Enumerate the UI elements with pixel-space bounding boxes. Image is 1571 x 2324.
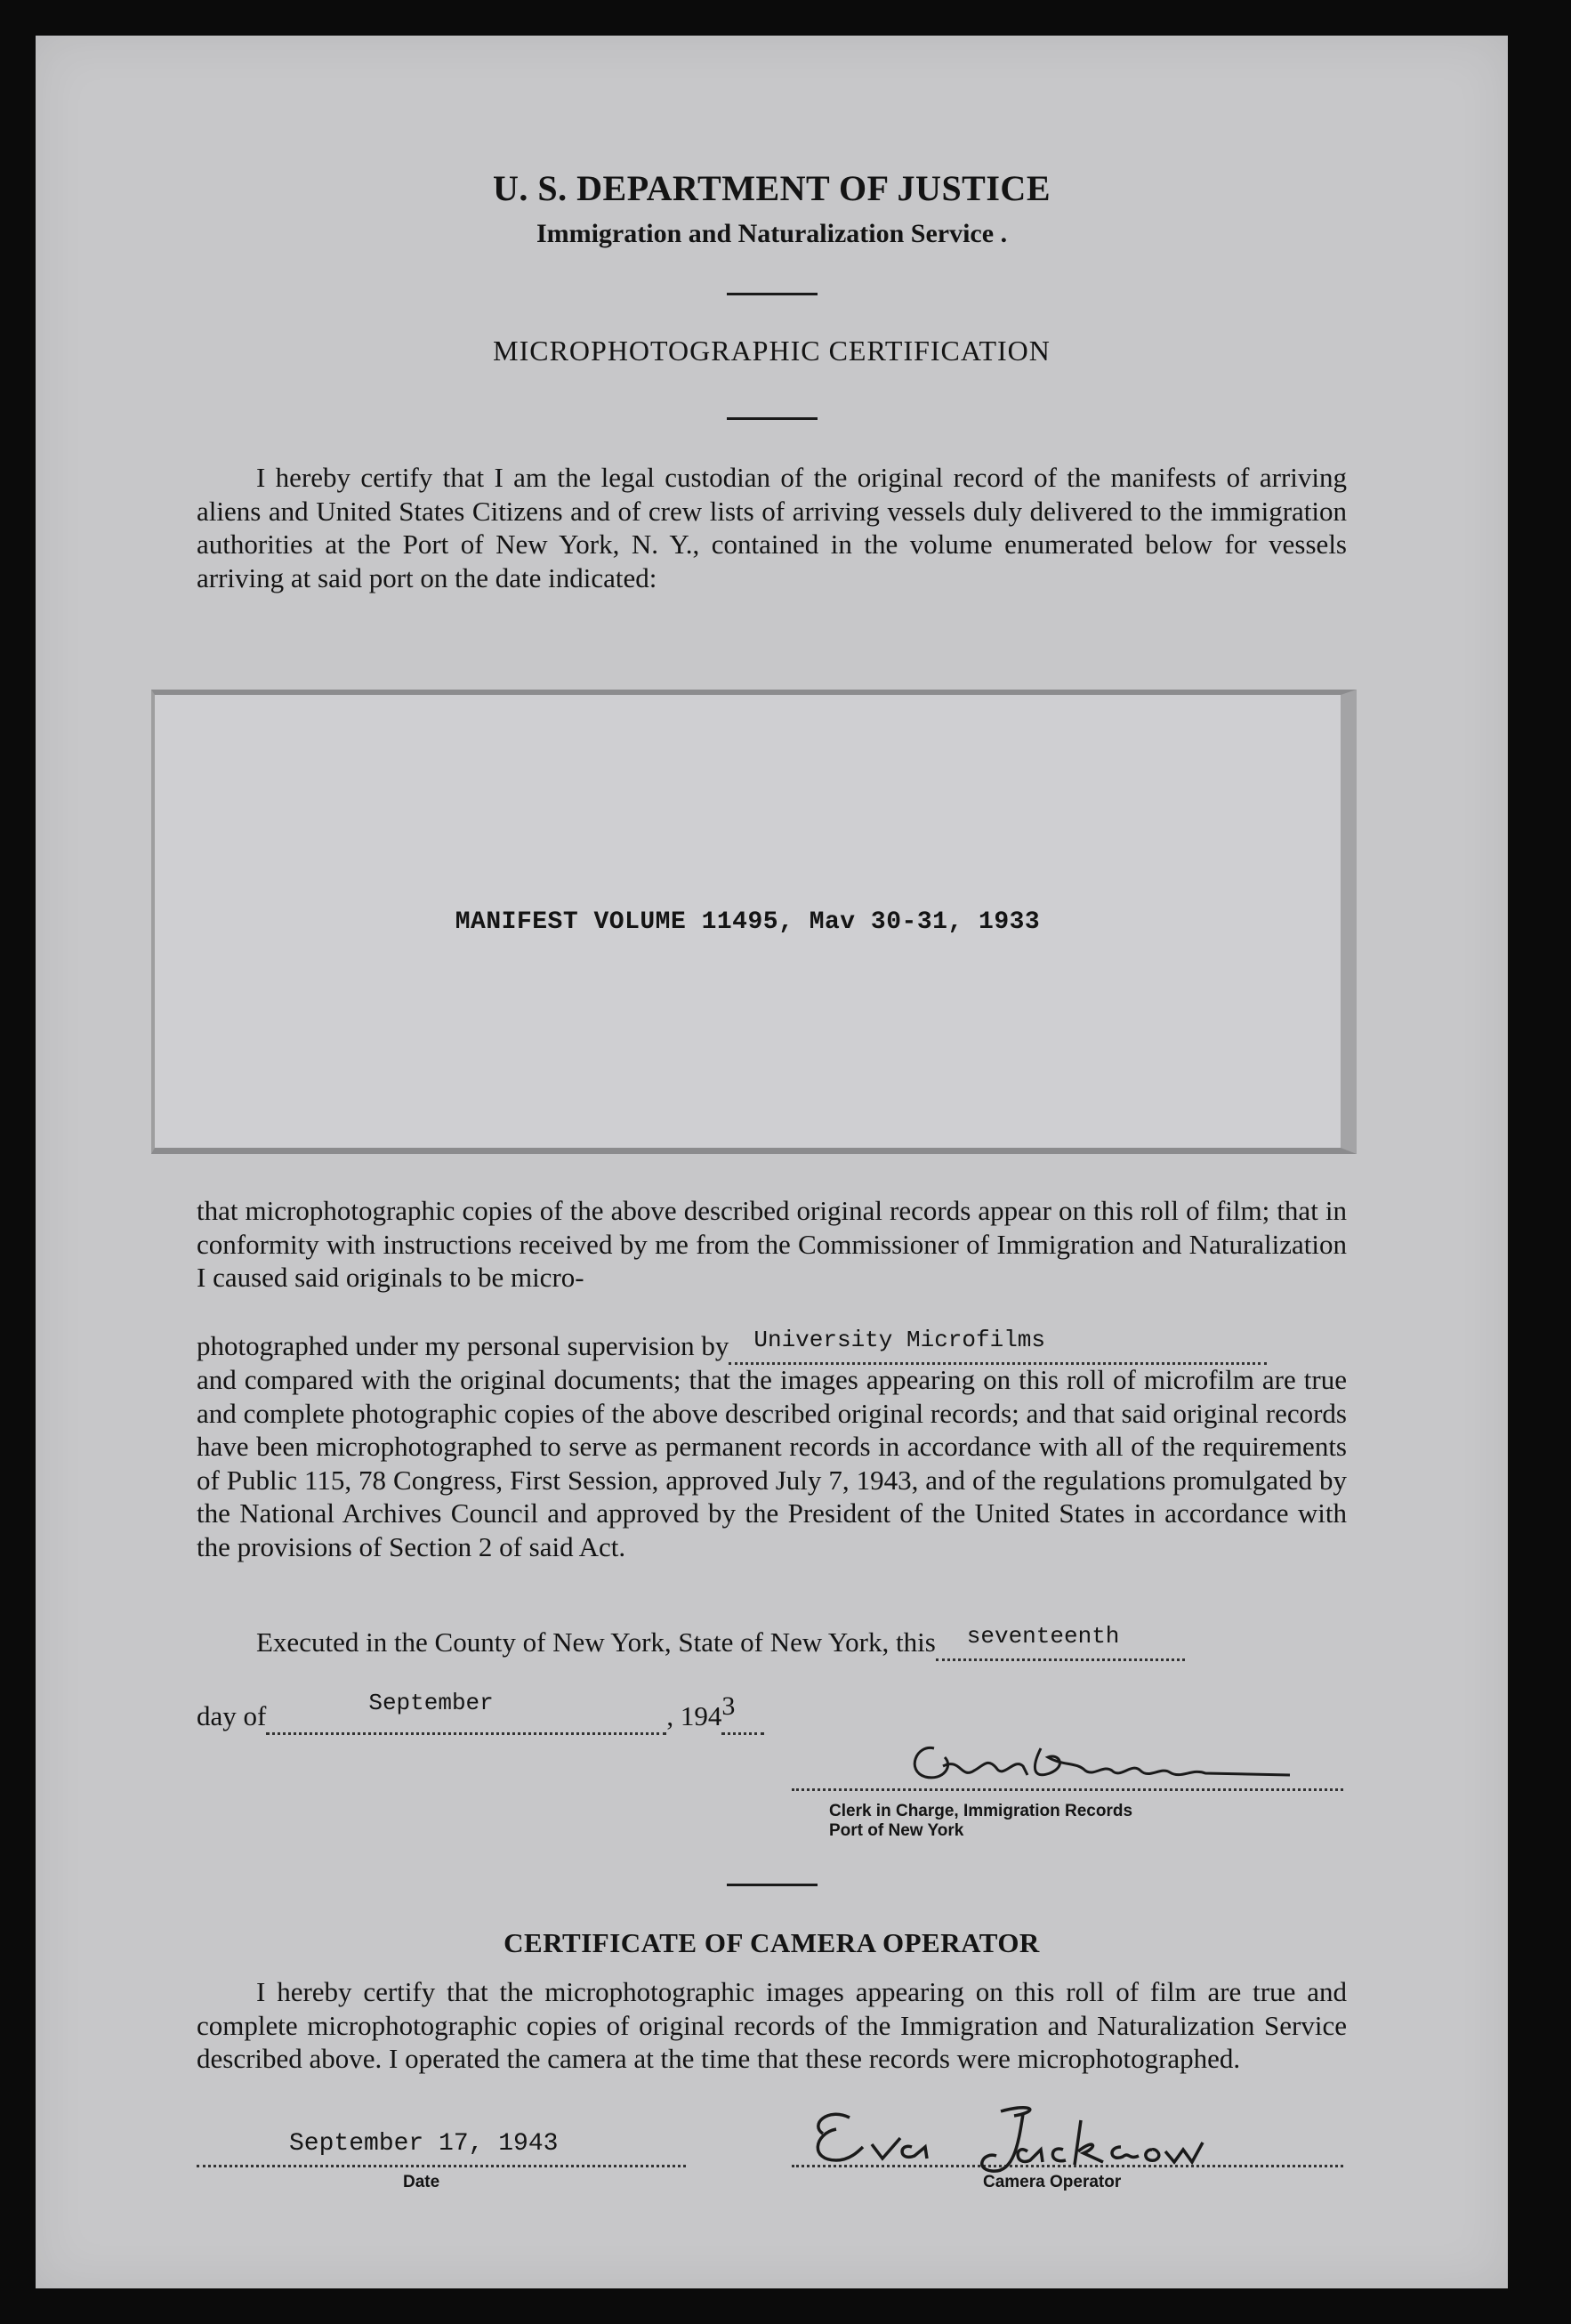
year-digit: 3 [721, 1691, 736, 1721]
executed-month: September [368, 1690, 494, 1716]
day-of-line: day of September , 194 3 [197, 1700, 1347, 1735]
service-subheading: Immigration and Naturalization Service . [536, 219, 1008, 248]
intro-paragraph: I hereby certify that I am the legal custodian of the original record of the manifests of arriving aliens and United States Citizens and of crew lists of arriving vessels duly delivered to the immigration authorities at the Port of New York, N. Y., contained in the volume enumerated below for vessels arriving at said port on the date indicated: [197, 462, 1347, 593]
date-line [197, 2165, 686, 2167]
camera-certificate-title: CERTIFICATE OF CAMERA OPERATOR [504, 1927, 1040, 1958]
certificate-sheet [36, 36, 1508, 2288]
divider [727, 417, 818, 420]
operator-signature [801, 2098, 1228, 2183]
manifest-insert [151, 690, 1357, 1154]
clerk-signature [898, 1731, 1299, 1797]
date-label: Date [403, 2173, 440, 2191]
body-paragraph-1: that microphotographic copies of the above described original records appear on this roll of film; that in conformity with instructions received by me from the Commissioner of Immigration and Naturalization I caused said originals to be micro- [197, 1195, 1347, 1293]
executed-day: seventeenth [966, 1623, 1120, 1650]
department-heading: U. S. DEPARTMENT OF JUSTICE [493, 168, 1051, 208]
clerk-title: Clerk in Charge, Immigration Records Port of New York [829, 1802, 1133, 1840]
manifest-volume-label: MANIFEST VOLUME 11495, Mav 30-31, 1933 [455, 908, 1041, 936]
divider [727, 293, 818, 295]
supervision-line: photographed under my personal supervision by University Microfilms [197, 1330, 1347, 1365]
camera-date: September 17, 1943 [289, 2130, 559, 2158]
body-paragraph-2: and compared with the original documents; that the images appearing on this roll of microfilm are true and complete photographic copies of the above described original records; and that said original records have been microphotographed to serve as permanent records in accordance with all of the requirements of Public 115, 78 Congress, First Session, approved July 7, 1943, and of the regulations promulgated by the National Archives Council and approved by the President of the United States in accordance with the provisions of Section 2 of said Act. [197, 1364, 1347, 1562]
camera-paragraph: I hereby certify that the microphotographic images appearing on this roll of film are true and complete microphotographic copies of original records of the Immigration and Naturalization Service described above. I operated the camera at the time that these records were microphotographed. [197, 1976, 1347, 2074]
supervision-name: University Microfilms [753, 1327, 1046, 1353]
executed-line: Executed in the County of New York, State of New York, this seventeenth [256, 1626, 1406, 1661]
divider [727, 1884, 818, 1886]
certification-title: MICROPHOTOGRAPHIC CERTIFICATION [493, 335, 1051, 367]
camera-operator-label: Camera Operator [983, 2173, 1122, 2191]
